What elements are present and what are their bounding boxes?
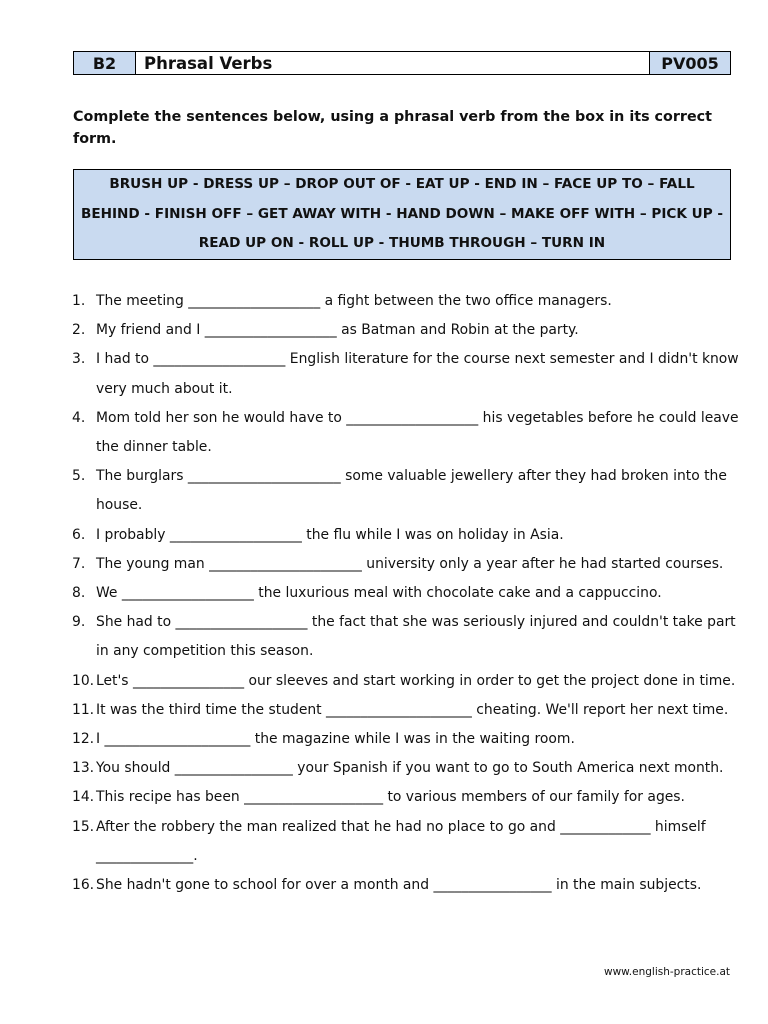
- exercise-number: 11.: [72, 701, 95, 718]
- exercise-number: 4.: [72, 409, 86, 426]
- exercise-number: 14.: [72, 789, 95, 806]
- exercise-sentence: This recipe has been ____________________ to various members of our family for ages.: [96, 789, 685, 806]
- exercise-item: [72, 287, 742, 316]
- exercise-sentence: She had to ___________________ the fact that she was seriously injured and couldn't take part in any competition this season.: [96, 614, 736, 660]
- exercise-item: [72, 550, 742, 579]
- exercise-sentence: Let's ________________ our sleeves and start working in order to get the project done in time.: [96, 672, 736, 689]
- worksheet-title: Phrasal Verbs: [144, 53, 273, 73]
- exercise-item: [72, 871, 742, 900]
- exercise-item: [72, 316, 742, 345]
- footer-url: www.english-practice.at: [603, 966, 730, 978]
- exercise-number: 16.: [72, 877, 95, 894]
- worksheet-code: PV005: [649, 52, 730, 74]
- exercise-number: 15.: [72, 818, 95, 835]
- exercise-number: 1.: [72, 293, 86, 309]
- exercise-sentence: I _____________________ the magazine while I was in the waiting room.: [96, 731, 575, 748]
- exercise-item: [72, 345, 742, 403]
- exercise-item: [72, 404, 742, 462]
- exercise-number: 8.: [72, 585, 86, 602]
- exercise-sentence: After the robbery the man realized that he had no place to go and _____________ himself ______________.: [96, 818, 706, 864]
- exercise-item: [72, 521, 742, 550]
- exercise-number: 2.: [72, 322, 86, 339]
- exercise-sentence: The meeting ___________________ a fight between the two office managers.: [96, 293, 612, 309]
- exercise-item: [72, 579, 742, 608]
- exercise-item: [72, 462, 742, 520]
- exercise-sentence: I had to ___________________ English literature for the course next semester and I didn't know very much about it.: [96, 351, 739, 397]
- exercise-number: 5.: [72, 468, 86, 485]
- exercise-sentence: I probably ___________________ the flu while I was on holiday in Asia.: [96, 526, 564, 543]
- word-box-text: BRUSH UP - DRESS UP – DROP OUT OF - EAT UP - END IN – FACE UP TO – FALL BEHIND - FINISH OFF – GET AWAY WITH - HAND DOWN – MAKE OFF WITH – PICK UP - READ UP ON - ROLL UP - THUMB THROUGH – TURN IN: [80, 176, 724, 252]
- exercise-list: [72, 287, 742, 900]
- exercise-number: 9.: [72, 614, 86, 631]
- level-cell: B2: [74, 52, 136, 74]
- exercise-number: 6.: [72, 526, 86, 543]
- word-box: [73, 169, 731, 260]
- exercise-sentence: You should _________________ your Spanish if you want to go to South America next month.: [96, 760, 724, 777]
- exercise-item: [72, 783, 742, 812]
- exercise-item: [72, 608, 742, 666]
- exercise-number: 10.: [72, 672, 95, 689]
- exercise-item: [72, 696, 742, 725]
- worksheet-header: [73, 51, 731, 75]
- instructions: Complete the sentences below, using a phrasal verb from the box in its correct form.: [73, 109, 712, 147]
- exercise-sentence: The burglars ______________________ some valuable jewellery after they had broken into the house.: [96, 468, 727, 514]
- exercise-item: [72, 754, 742, 783]
- exercise-item: [72, 813, 742, 871]
- exercise-sentence: My friend and I ___________________ as Batman and Robin at the party.: [96, 322, 579, 339]
- exercise-sentence: Mom told her son he would have to ___________________ his vegetables before he could leave the dinner table.: [96, 409, 739, 456]
- exercise-number: 12.: [72, 731, 95, 748]
- exercise-sentence: We ___________________ the luxurious meal with chocolate cake and a cappuccino.: [96, 585, 662, 602]
- exercise-number: 7.: [72, 555, 86, 572]
- exercise-item: [72, 667, 742, 696]
- exercise-item: [72, 725, 742, 754]
- exercise-sentence: She hadn't gone to school for over a month and _________________ in the main subjects.: [96, 877, 702, 894]
- exercise-number: 13.: [72, 760, 95, 777]
- exercise-number: 3.: [72, 351, 86, 368]
- exercise-sentence: It was the third time the student _____________________ cheating. We'll report her next time.: [96, 701, 729, 718]
- exercise-sentence: The young man ______________________ university only a year after he had started courses.: [96, 555, 724, 572]
